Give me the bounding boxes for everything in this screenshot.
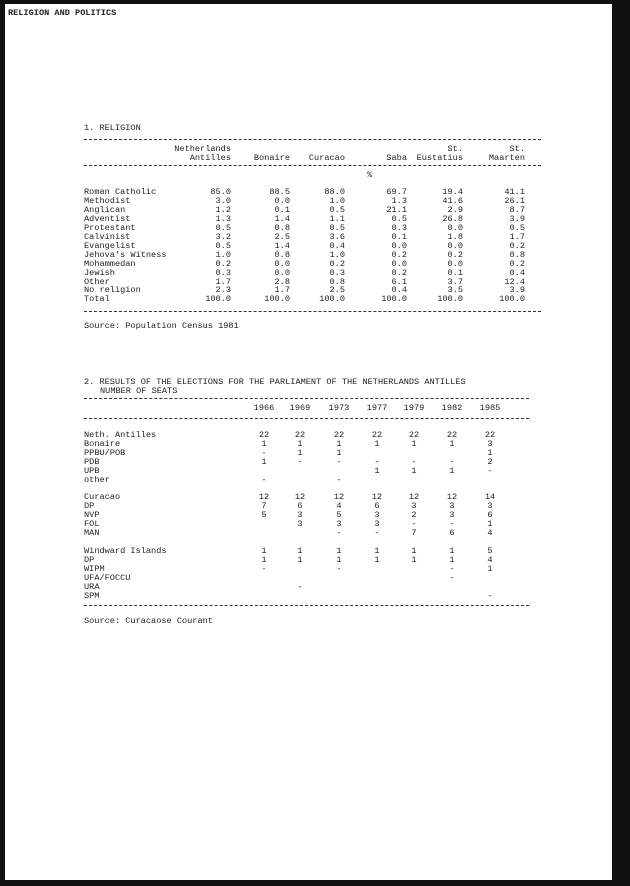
column-header-line2: Curacao (308, 153, 345, 163)
table-cell: 0.0 (447, 222, 463, 233)
table-cell: 3 (297, 510, 303, 520)
table-rule (84, 418, 529, 419)
table-cell: 1 (336, 439, 342, 449)
table-cell: 3 (297, 519, 303, 529)
table-cell: 1.3 (391, 195, 407, 206)
table-cell: 1 (297, 555, 303, 565)
table-cell: 1 (374, 555, 380, 565)
table-cell: 5 (261, 510, 267, 520)
row-label: Anglican (84, 204, 126, 215)
table-rule (84, 398, 529, 399)
row-label: Roman Catholic (84, 187, 157, 197)
table-cell: 3 (449, 501, 455, 511)
table-cell: 0.2 (509, 240, 525, 251)
table-cell: 4 (487, 528, 493, 538)
column-header-line1: Netherlands (174, 144, 231, 154)
table-cell: 1 (449, 555, 455, 565)
table-cell: 6.1 (391, 276, 407, 287)
table-cell: 1 (449, 466, 455, 476)
table-cell: 0.8 (274, 249, 290, 260)
table-cell: 22 (258, 430, 270, 440)
table-cell: 0.8 (509, 249, 525, 260)
year-header: 1977 (366, 403, 388, 413)
row-label: Calvinist (84, 231, 131, 242)
scan-border-right (612, 0, 630, 886)
table-cell: 1 (449, 546, 455, 556)
year-header: 1985 (479, 403, 501, 413)
table-cell: 1 (374, 466, 380, 476)
table-cell: 0.0 (447, 240, 463, 251)
table-cell: 3 (487, 501, 493, 511)
table-cell: 0.2 (215, 258, 231, 269)
table-cell: 14 (484, 492, 496, 502)
table-cell: 22 (333, 430, 345, 440)
table-cell: 0.0 (274, 258, 290, 269)
scan-border-left (0, 0, 5, 886)
table-cell: 1 (487, 448, 493, 458)
table-cell: 21.1 (386, 204, 407, 215)
running-header: RELIGION AND POLITICS (8, 8, 117, 18)
row-label: UPB (84, 466, 100, 476)
elections-subtitle: NUMBER OF SEATS (100, 386, 178, 396)
table-cell: 1.2 (215, 204, 231, 215)
row-label: WIPM (84, 564, 105, 574)
table-cell: 0.1 (274, 204, 290, 215)
table-cell: - (336, 475, 342, 485)
table-cell: 7 (411, 528, 417, 538)
row-label: Windward Islands (84, 546, 167, 556)
table-cell: 1 (374, 546, 380, 556)
table-cell: 1.4 (274, 240, 290, 251)
table-cell: - (449, 573, 455, 583)
table-cell: 8.7 (509, 204, 525, 215)
table-cell: 19.4 (442, 187, 463, 197)
table-cell: 5 (336, 510, 342, 520)
year-header: 1973 (328, 403, 350, 413)
table-rule (84, 311, 541, 312)
table-cell: 3.9 (509, 213, 525, 224)
table-cell: 1 (297, 439, 303, 449)
table-cell: 3 (374, 519, 380, 529)
row-label: UFA/FOCCU (84, 573, 131, 583)
table-cell: 12 (258, 492, 270, 502)
table-cell: 100.0 (264, 294, 290, 305)
table-cell: 0.4 (391, 285, 407, 296)
row-label: Other (84, 276, 110, 287)
table-cell: 3.5 (447, 285, 463, 296)
table-cell: 3 (336, 519, 342, 529)
table-cell: 0.5 (329, 222, 345, 233)
row-label: URA (84, 582, 100, 592)
table-cell: 0.8 (329, 276, 345, 287)
table-cell: 1 (261, 457, 267, 467)
table-cell: 1.7 (215, 276, 231, 287)
table-cell: 100.0 (381, 294, 407, 305)
table-cell: 88.5 (269, 187, 290, 197)
table-cell: - (336, 528, 342, 538)
elections-section-title: 2. RESULTS OF THE ELECTIONS FOR THE PARLIAMENT OF THE NETHERLANDS ANTILLES (84, 377, 466, 387)
year-header: 1982 (441, 403, 463, 413)
table-cell: 1 (374, 439, 380, 449)
table-cell: 1 (336, 555, 342, 565)
table-cell: 1 (261, 439, 267, 449)
year-header: 1966 (253, 403, 275, 413)
table-cell: 0.2 (391, 249, 407, 260)
table-cell: 0.0 (391, 240, 407, 251)
row-label: SPM (84, 591, 100, 601)
row-label: Protestant (84, 222, 136, 233)
column-header-line2: Bonaire (253, 153, 290, 163)
column-header-line2: Eustatius (416, 153, 463, 163)
table-cell: 0.0 (447, 258, 463, 269)
table-cell: 2.9 (447, 204, 463, 215)
table-cell: 2 (487, 457, 493, 467)
row-label: Jehova's Witness (84, 249, 167, 260)
table-cell: 3 (411, 501, 417, 511)
row-label: FOL (84, 519, 100, 529)
table-rule (84, 605, 529, 606)
table-cell: - (449, 564, 455, 574)
table-cell: 1 (297, 546, 303, 556)
table-cell: 6 (297, 501, 303, 511)
table-cell: 12 (408, 492, 420, 502)
table-cell: 0.8 (274, 222, 290, 233)
table-cell: 6 (449, 528, 455, 538)
table-cell: 3 (449, 510, 455, 520)
row-label: No religion (84, 285, 141, 296)
row-label: DP (84, 555, 95, 565)
table-cell: 85.0 (210, 187, 231, 197)
column-header-line1: St. (509, 144, 525, 154)
table-cell: 41.6 (442, 195, 463, 206)
table-cell: 0.2 (447, 249, 463, 260)
table-cell: 3 (374, 510, 380, 520)
table-cell: - (411, 457, 417, 467)
table-cell: - (336, 457, 342, 467)
table-cell: 5 (487, 546, 493, 556)
table-cell: 1.1 (329, 213, 345, 224)
religion-section-title: 1. RELIGION (84, 123, 141, 133)
table-cell: 12 (333, 492, 345, 502)
scan-border-bottom (0, 880, 630, 886)
table-cell: 2.3 (215, 285, 231, 296)
table-cell: 0.4 (329, 240, 345, 251)
table-cell: 1.7 (274, 285, 290, 296)
table-cell: - (261, 448, 267, 458)
unit-label: % (367, 170, 373, 180)
table-cell: - (374, 528, 380, 538)
table-cell: - (449, 457, 455, 467)
row-label: Evangelist (84, 240, 136, 251)
table-cell: 22 (484, 430, 496, 440)
table-cell: 1 (411, 439, 417, 449)
table-cell: 2 (411, 510, 417, 520)
table-cell: 1 (336, 546, 342, 556)
table-cell: 1 (336, 448, 342, 458)
scan-border-top (0, 0, 630, 4)
table-cell: 0.5 (329, 204, 345, 215)
table-cell: - (297, 457, 303, 467)
row-label: Methodist (84, 195, 131, 206)
table-cell: 1 (449, 439, 455, 449)
row-label: other (84, 475, 110, 485)
table-cell: - (449, 519, 455, 529)
table-cell: 3.0 (215, 195, 231, 206)
column-header-line2: Maarten (488, 153, 525, 163)
row-label: Mohammedan (84, 258, 136, 269)
table-cell: 7 (261, 501, 267, 511)
table-cell: 22 (294, 430, 306, 440)
table-cell: 22 (446, 430, 458, 440)
year-header: 1969 (289, 403, 311, 413)
row-label: DP (84, 501, 95, 511)
table-cell: 0.2 (329, 258, 345, 269)
row-label: Neth. Antilles (84, 430, 157, 440)
table-cell: 41.1 (504, 187, 525, 197)
table-cell: 3.6 (329, 231, 345, 242)
table-cell: 12 (294, 492, 306, 502)
table-cell: 0.2 (509, 258, 525, 269)
table-rule (84, 139, 541, 140)
table-cell: 2.8 (274, 276, 290, 287)
table-cell: 22 (408, 430, 420, 440)
table-cell: 0.3 (391, 222, 407, 233)
table-cell: 0.0 (274, 267, 290, 278)
table-cell: 2.5 (329, 285, 345, 296)
row-label: Total (84, 294, 110, 305)
table-cell: - (261, 475, 267, 485)
row-label: Adventist (84, 213, 131, 224)
table-cell: 4 (336, 501, 342, 511)
table-cell: 3.9 (509, 285, 525, 296)
column-header-line2: Antilles (189, 153, 231, 163)
table-cell: 0.0 (391, 258, 407, 269)
table-cell: 0.5 (215, 240, 231, 251)
source-note: Source: Population Census 1981 (84, 321, 239, 331)
table-cell: 12.4 (504, 276, 525, 287)
table-cell: 6 (374, 501, 380, 511)
table-cell: 1 (411, 555, 417, 565)
table-cell: 1 (487, 564, 493, 574)
table-cell: 26.1 (504, 195, 525, 206)
table-cell: 1 (297, 448, 303, 458)
table-cell: 0.0 (274, 195, 290, 206)
year-header: 1979 (403, 403, 425, 413)
table-cell: 26.8 (442, 213, 463, 224)
table-cell: 12 (371, 492, 383, 502)
table-cell: 100.0 (499, 294, 525, 305)
table-cell: 1 (411, 466, 417, 476)
table-cell: 3.2 (215, 231, 231, 242)
table-cell: 100.0 (319, 294, 345, 305)
table-cell: 1.0 (215, 249, 231, 260)
row-label: NVP (84, 510, 100, 520)
table-cell: 1 (261, 555, 267, 565)
table-cell: 0.4 (509, 267, 525, 278)
table-cell: 1.3 (215, 213, 231, 224)
table-cell: 1 (411, 546, 417, 556)
table-cell: 69.7 (386, 187, 407, 197)
table-cell: 100.0 (437, 294, 463, 305)
table-cell: - (374, 457, 380, 467)
table-cell: 3.7 (447, 276, 463, 287)
table-cell: - (297, 582, 303, 592)
row-label: Jewish (84, 267, 115, 278)
table-cell: 0.5 (391, 213, 407, 224)
table-cell: 1.0 (329, 249, 345, 260)
table-cell: 0.2 (391, 267, 407, 278)
table-cell: 1 (487, 519, 493, 529)
row-label: MAN (84, 528, 100, 538)
table-cell: 4 (487, 555, 493, 565)
table-cell: 0.1 (391, 231, 407, 242)
column-header-line2: Saba (386, 153, 407, 163)
table-cell: 1.8 (447, 231, 463, 242)
row-label: Bonaire (84, 439, 121, 449)
table-cell: 1 (261, 546, 267, 556)
table-cell: 0.5 (509, 222, 525, 233)
table-cell: 88.0 (324, 187, 345, 197)
table-cell: - (411, 519, 417, 529)
row-label: Curacao (84, 492, 121, 502)
row-label: PPBU/POB (84, 448, 126, 458)
table-cell: 1.0 (329, 195, 345, 206)
table-cell: 100.0 (205, 294, 231, 305)
table-cell: 0.1 (447, 267, 463, 278)
column-header-line1: St. (447, 144, 463, 154)
table-cell: - (487, 591, 493, 601)
table-cell: 12 (446, 492, 458, 502)
table-cell: 1.7 (509, 231, 525, 242)
source-note: Source: Curacaose Courant (84, 616, 213, 626)
table-cell: 0.3 (215, 267, 231, 278)
table-cell: 0.3 (329, 267, 345, 278)
row-label: PDB (84, 457, 100, 467)
table-cell: 3 (487, 439, 493, 449)
table-cell: - (487, 466, 493, 476)
table-cell: - (336, 564, 342, 574)
table-cell: 2.5 (274, 231, 290, 242)
table-cell: 22 (371, 430, 383, 440)
table-cell: 1.4 (274, 213, 290, 224)
table-cell: - (261, 564, 267, 574)
table-cell: 6 (487, 510, 493, 520)
table-rule (84, 165, 541, 166)
table-cell: 0.5 (215, 222, 231, 233)
